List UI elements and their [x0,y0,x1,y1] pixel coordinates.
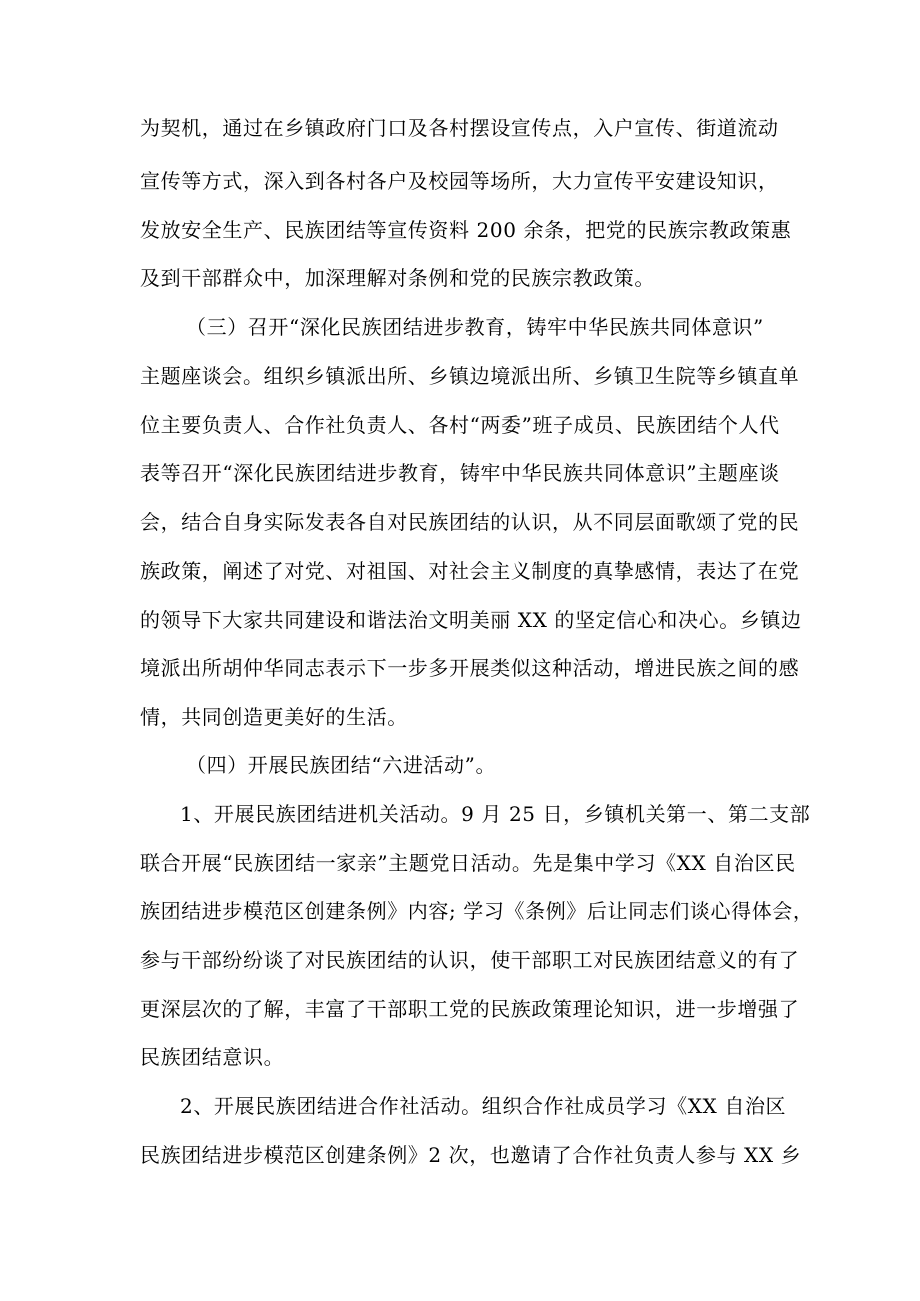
item-2-line-1: 2、开展民族团结进合作社活动。组织合作社成员学习《XX 自治区 [180,1094,787,1118]
item-1-line-5: 更深层次的了解，丰富了干部职工党的民族政策理论知识，进一步增强了 [140,997,800,1021]
text-line-2: 宣传等方式，深入到各村各户及校园等场所，大力宣传平安建设知识， [140,169,779,193]
item-1-line-6: 民族团结意识。 [140,1045,285,1069]
text-line-12: 境派出所胡仲华同志表示下一步多开展类似这种活动，增进民族之间的感 [140,656,800,680]
section-heading-4: （四）开展民族团结“六进活动”。 [186,753,497,777]
text-line-1: 为契机，通过在乡镇政府门口及各村摆设宣传点，入户宣传、街道流动 [140,116,779,140]
text-line-13: 情，共同创造更美好的生活。 [140,705,408,729]
text-line-4: 及到干部群众中，加深理解对条例和党的民族宗教政策。 [140,266,655,290]
item-2-line-2: 民族团结进步模范区创建条例》2 次，也邀请了合作社负责人参与 XX 乡 [140,1143,802,1167]
text-line-7: 位主要负责人、合作社负责人、各村“两委”班子成员、民族团结个人代 [140,413,780,437]
text-line-10: 族政策，阐述了对党、对祖国、对社会主义制度的真挚感情，表达了在党 [140,559,800,583]
item-1-line-3: 族团结进步模范区创建条例》内容; 学习《条例》后让同志们谈心得体会， [140,899,814,923]
text-line-8: 表等召开“深化民族团结进步教育，铸牢中华民族共同体意识”主题座谈 [140,461,780,485]
text-line-11: 的领导下大家共同建设和谐法治文明美丽 XX 的坚定信心和决心。乡镇边 [140,608,802,632]
item-1-line-1: 1、开展民族团结进机关活动。9 月 25 日，乡镇机关第一、第二支部 [180,802,811,826]
item-1-line-4: 参与干部纷纷谈了对民族团结的认识，使干部职工对民族团结意义的有了 [140,948,800,972]
text-line-6: 主题座谈会。组织乡镇派出所、乡镇边境派出所、乡镇卫生院等乡镇直单 [140,364,800,388]
item-1-line-2: 联合开展“民族团结一家亲”主题党日活动。先是集中学习《XX 自治区民 [140,851,796,875]
text-line-3: 发放安全生产、民族团结等宣传资料 200 余条，把党的民族宗教政策惠 [140,218,792,242]
section-heading-3: （三）召开“深化民族团结进步教育，铸牢中华民族共同体意识” [186,315,764,339]
text-line-9: 会，结合自身实际发表各自对民族团结的认识，从不同层面歌颂了党的民 [140,510,800,534]
